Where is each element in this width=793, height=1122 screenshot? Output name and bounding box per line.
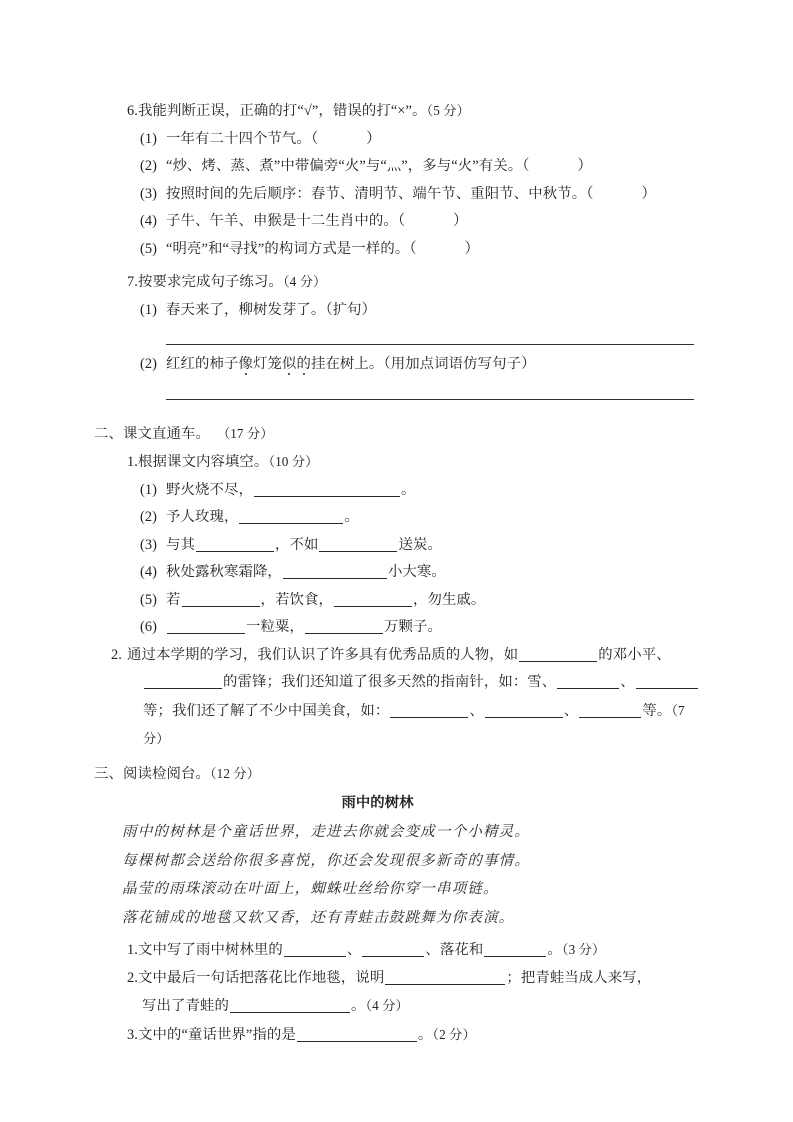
rq1-text-post: 。 [547,942,562,958]
q2-score: （7 分） [143,702,685,746]
spacer [94,324,699,344]
q2-text-part5: 等；我们还了解了不少中国美食，如： [143,702,390,719]
blank-field[interactable] [297,1027,417,1042]
blank-field[interactable] [305,619,383,634]
blank-field[interactable] [334,592,412,607]
item-text: 春天来了，柳树发芽了。（扩句） [166,301,377,318]
emphasis-char-xiang: 像 [238,356,253,372]
rq3-text-post: 。 [417,1026,433,1043]
blank-field[interactable] [579,703,641,718]
answer-write-line-2[interactable] [166,399,694,400]
item-text-pre: 秋处露秋寒霜降， [166,564,282,580]
item-text-pre: 若 [166,591,181,608]
item-text-pre: 与其 [166,536,195,553]
fill-blank-item-2 [140,504,699,532]
rq3-text-pre: 文中的“童话世界”指的是 [138,1026,296,1043]
item-tail: ） [577,158,592,174]
item-tail: ） [453,213,468,229]
rq2-text-line1-post: ；把青蛙当成人来写， [506,969,652,986]
item-text-mid: ，不如 [274,536,319,553]
section-3-score: （12 分） [209,765,260,781]
q1-prompt: 根据课文内容填空。 [138,454,269,470]
question-6-score: （5 分） [426,103,470,118]
question-7-score: （4 分） [282,274,327,289]
rq1-number: 1. [127,942,138,958]
question-7-prompt: 按要求完成句子练习。 [138,274,283,290]
item-text-mid: ，若饮食， [260,591,333,608]
fill-blank-item-1 [140,477,699,505]
fill-blank-item-3 [140,532,699,560]
blank-field[interactable] [319,537,397,552]
question-6-heading [127,97,699,126]
section-3-label: 三、 [94,765,123,782]
fill-blank-item-6 [140,614,699,642]
emphasis-char-si: 似 [281,356,297,372]
passage-title: 雨中的树林 [341,795,414,811]
question-6-item-1 [140,126,699,154]
item-text-post: 。 [344,509,359,525]
section-3-title: 阅读检阅台。 [122,765,210,782]
rq2-text-line2-pre: 写出了青蛙的 [142,998,229,1014]
blank-field[interactable] [284,942,346,957]
reading-question-3 [127,1021,699,1050]
passage-line-1: 雨中的树林是个童话世界，走进去你就会变成一个小精灵。 [122,824,531,840]
rq3-score: （2 分） [432,1026,476,1042]
blank-field[interactable] [636,674,698,689]
item-label: (2) [140,356,158,372]
blank-field[interactable] [196,537,274,552]
item-text: 一年有二十四个节气。（ [166,130,319,147]
passage-line-4: 落花铺成的地毯又软又香，还有青蛙击鼓跳舞为你表演。 [122,909,515,926]
question-7-item-2 [140,351,699,379]
section-2-heading [94,420,699,449]
item-label: (6) [140,619,158,635]
fill-blank-item-5 [140,587,699,615]
item-tail: ） [464,240,480,257]
blank-field[interactable] [167,619,245,634]
item-text-pre: 野火烧不尽， [166,481,253,498]
rq2-number: 2. [127,969,138,986]
q2-text-part2: 的邓小平、 [598,646,671,663]
rq2-text-line1-pre: 文中最后一句话把落花比作地毯，说明 [138,969,385,986]
item-label: (1) [140,481,158,498]
item-label: (3) [140,185,158,202]
item-label: (5) [140,240,158,257]
blank-field[interactable] [182,592,260,607]
item-text-post: 小大寒。 [387,564,446,580]
rq2-text-line2-post: 。 [350,998,366,1014]
section-2-score: （17 分） [216,425,274,441]
item-text-post: ，勿生戚。 [412,591,486,608]
q2-text-part7: 、 [563,702,579,719]
blank-field[interactable] [230,998,350,1013]
blank-field[interactable] [362,942,424,957]
item-label: (1) [140,130,158,147]
section-2-title: 课文直通车。 [122,425,210,442]
item-text: “炒、烤、蒸、煮”中带偏旁“火”与“灬”，多与“火”有关。（ [166,158,530,174]
question-6-number: 6. [127,103,138,119]
rq1-text-mid1: 、 [346,942,362,958]
blank-field[interactable] [283,564,387,579]
rq2-score: （4 分） [365,998,409,1013]
rq1-text-pre: 文中写了雨中树林里的 [138,942,283,958]
item-label: (5) [140,591,158,608]
item-text-post: 万颗子。 [383,619,442,635]
blank-field[interactable] [485,703,563,718]
rq3-number: 3. [127,1026,138,1043]
q1-number: 1. [127,454,138,470]
question-7-number: 7. [127,274,138,290]
question-6-item-4 [140,208,699,236]
item-text: 按照时间的先后顺序：春节、清明节、端午节、重阳节、中秋节。（ [166,185,594,202]
item-text-post: 。 [400,481,416,498]
q2-text-part8: 等。 [642,702,672,719]
blank-field[interactable] [557,674,619,689]
item-text-mid: 一粒粟， [246,619,304,635]
item-text-pre: 红红的柿子 [166,356,239,372]
blank-field[interactable] [390,703,468,718]
exam-content [94,97,699,1049]
item-label: (2) [140,158,158,174]
blank-field[interactable] [385,970,505,985]
item-text-pre: 予人玫瑰， [166,509,239,525]
rq1-text-mid2: 、落花和 [425,942,484,958]
question-7-item-1 [140,297,699,325]
item-text-mid: 灯笼 [252,356,282,372]
q2-text-part4: 、 [620,674,635,690]
q2-text-part6: 、 [469,702,484,719]
q2-text-part3: 的雷锋；我们还知道了很多天然的指南针，如：雪、 [223,674,557,690]
item-label: (4) [140,564,158,580]
question-7-heading [127,268,699,297]
reading-question-2-line-2 [142,992,699,1021]
item-text-post: 挂在树上。（用加点词语仿写句子） [310,356,536,372]
question-6-prompt: 我能判断正误，正确的打“√”，错误的打“×”。 [138,103,427,119]
question-6-item-3 [140,181,699,209]
item-label: (2) [140,509,158,525]
emphasis-char-de: 的 [296,356,311,372]
item-text: 子牛、午羊、申猴是十二生肖中的。（ [166,213,406,229]
blank-field[interactable] [519,647,597,662]
item-tail: ） [366,130,381,147]
item-label: (1) [140,301,158,318]
fill-blank-item-4 [140,559,699,587]
blank-field[interactable] [239,509,343,524]
passage-line-2: 每棵树都会送给你很多喜悦，你还会发现很多新奇的事情。 [122,852,531,869]
section-3-heading [94,760,699,789]
reading-question-2-line-1 [127,965,699,993]
question-6-item-2 [140,153,699,181]
spacer [94,379,699,399]
item-text: “明亮”和“寻找”的构词方式是一样的。（ [166,240,417,257]
reading-question-1 [127,936,699,965]
section-2-label: 二、 [94,425,123,442]
q2-text-part1: 通过本学期的学习，我们认识了许多具有优秀品质的人物，如 [127,646,519,663]
question-6-item-5 [140,236,699,264]
item-label: (4) [140,213,158,229]
blank-field[interactable] [144,674,222,689]
blank-field[interactable] [484,942,546,957]
blank-field[interactable] [254,482,400,497]
q1-score: （10 分） [268,454,319,469]
rq1-score: （3 分） [561,942,606,957]
item-text-post: 送炭。 [398,536,442,553]
passage-line-3: 晶莹的雨珠滚动在叶面上，蜘蛛吐丝给你穿一串项链。 [122,881,499,897]
section-2-q2: 2. 通过本学期的学习，我们认识了许多具有优秀品质的人物，如 的邓小平、的雷锋；我们还知道了很多天然的指南针，如：雪、 、等；我们还了解了不少中国美食，如： 、 、 等。（7 分） [127,642,699,754]
item-label: (3) [140,536,158,553]
section-2-q1-heading [127,448,699,477]
item-tail: ） [641,185,657,202]
